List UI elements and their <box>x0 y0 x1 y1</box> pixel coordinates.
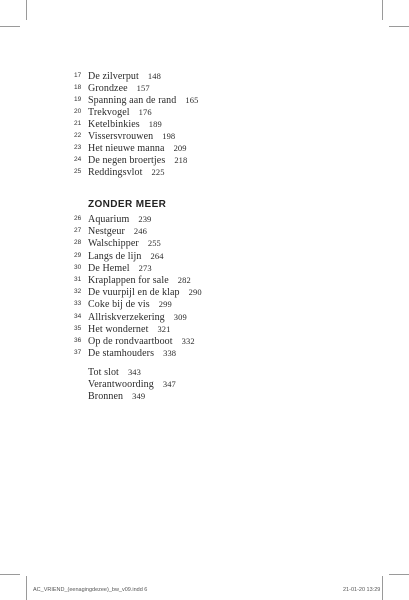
chapter-number: 28 <box>74 239 82 247</box>
chapter-number: 35 <box>74 324 82 332</box>
page-number: 246 <box>133 226 147 237</box>
crop-mark-top-right-h <box>389 26 409 27</box>
chapter-number: 31 <box>74 276 82 283</box>
chapter-number: 27 <box>74 227 82 235</box>
chapter-number: 29 <box>74 251 82 259</box>
page-number: 264 <box>150 250 164 261</box>
chapter-title: Kraplappen for sale <box>88 275 169 286</box>
chapter-number: 26 <box>74 215 82 222</box>
page-number: 165 <box>185 95 199 105</box>
chapter-number: 36 <box>74 337 82 344</box>
page-number: 157 <box>136 83 150 93</box>
chapter-title-line <box>88 213 151 226</box>
chapter-title: De Hemel <box>88 262 130 274</box>
chapter-title: Trekvogel <box>88 107 130 118</box>
chapter-title-line <box>88 323 171 336</box>
chapter-number: 34 <box>74 312 82 320</box>
chapter-number: 18 <box>74 84 82 91</box>
chapter-title-line <box>88 166 165 179</box>
chapter-number: 20 <box>74 108 82 115</box>
chapter-title: Grondzee <box>88 83 128 94</box>
chapter-title: Bronnen <box>88 391 124 402</box>
page-number: 349 <box>132 391 146 401</box>
page-number: 282 <box>177 275 191 285</box>
chapter-title: Op de rondvaartboot <box>88 336 173 347</box>
page-number: 343 <box>127 367 141 377</box>
crop-mark-bottom-left <box>26 576 27 600</box>
page-number: 218 <box>174 155 188 165</box>
chapter-title-line <box>88 262 152 275</box>
crop-mark-top-right <box>382 0 383 20</box>
crop-mark-bottom-right-h <box>389 574 409 575</box>
page-number: 239 <box>138 214 152 224</box>
page-number: 225 <box>151 167 165 177</box>
footer-timestamp: 21-01-20 13:29 <box>343 587 381 593</box>
crop-mark-top-left-h <box>0 26 20 27</box>
chapter-title: Spanning aan de rand <box>88 95 177 106</box>
chapter-title: Tot slot <box>88 367 119 378</box>
chapter-number: 19 <box>74 96 82 103</box>
chapter-title-line <box>88 250 164 263</box>
chapter-title: Het nieuwe manna <box>88 143 165 154</box>
chapter-title: De vuurpijl en de klap <box>88 287 180 299</box>
chapter-title: Nestgeur <box>88 226 125 238</box>
page-number: 189 <box>148 119 162 129</box>
chapter-number: 33 <box>74 300 82 308</box>
chapter-title-line <box>88 298 172 311</box>
chapter-title: Langs de lijn <box>88 250 142 262</box>
crop-mark-bottom-left-h <box>0 574 20 575</box>
chapter-number: 22 <box>74 132 82 139</box>
chapter-title-line <box>88 274 191 287</box>
footer-file-info: AC_VRIEND_(eenagingdezee)_bw_v09.indd 6 <box>33 587 148 593</box>
crop-mark-top-left <box>26 0 27 20</box>
chapter-number: 23 <box>74 144 82 151</box>
page-number: 255 <box>147 238 161 249</box>
chapter-title-line <box>88 335 195 348</box>
chapter-title-line <box>88 225 147 238</box>
chapter-title: Verantwoording <box>88 379 154 390</box>
chapter-title-line <box>88 286 202 299</box>
page-number: 209 <box>173 143 187 153</box>
chapter-number: 37 <box>74 349 82 357</box>
chapter-number: 24 <box>74 156 82 163</box>
page-number: 332 <box>181 336 195 346</box>
chapter-number: 17 <box>74 72 82 79</box>
chapter-number: 30 <box>74 263 82 271</box>
page-number: 273 <box>138 262 152 273</box>
page-number: 290 <box>188 287 202 298</box>
chapter-title: Ketelbinkies <box>88 119 140 130</box>
section-heading: ZONDER MEER <box>88 199 167 210</box>
chapter-title-line <box>88 390 145 403</box>
page-number: 148 <box>147 71 161 81</box>
page-number: 321 <box>157 323 171 334</box>
chapter-title-line <box>88 237 161 250</box>
chapter-title: Het wondernet <box>88 323 149 335</box>
chapter-title: De stamhouders <box>88 348 155 360</box>
page-number: 299 <box>158 299 172 310</box>
chapter-title-line <box>88 347 176 360</box>
chapter-title: Walschipper <box>88 238 139 250</box>
chapter-title: Aquarium <box>88 214 130 225</box>
page-number: 309 <box>173 311 187 322</box>
page-number: 198 <box>162 131 176 141</box>
chapter-title: Allriskverzekering <box>88 311 165 323</box>
page-number: 176 <box>138 107 152 117</box>
chapter-title: De zilverput <box>88 71 139 82</box>
page-number: 347 <box>162 379 176 389</box>
chapter-number: 21 <box>74 120 82 127</box>
chapter-title: Vissersvrouwen <box>88 131 154 142</box>
chapter-title: De negen broertjes <box>88 155 166 166</box>
chapter-number: 32 <box>74 288 82 296</box>
chapter-title-line <box>88 311 187 324</box>
chapter-number: 25 <box>74 168 82 175</box>
chapter-title: Coke bij de vis <box>88 299 150 311</box>
crop-mark-bottom-right <box>382 576 383 600</box>
page-number: 338 <box>163 348 177 359</box>
chapter-title: Reddingsvlot <box>88 167 143 178</box>
